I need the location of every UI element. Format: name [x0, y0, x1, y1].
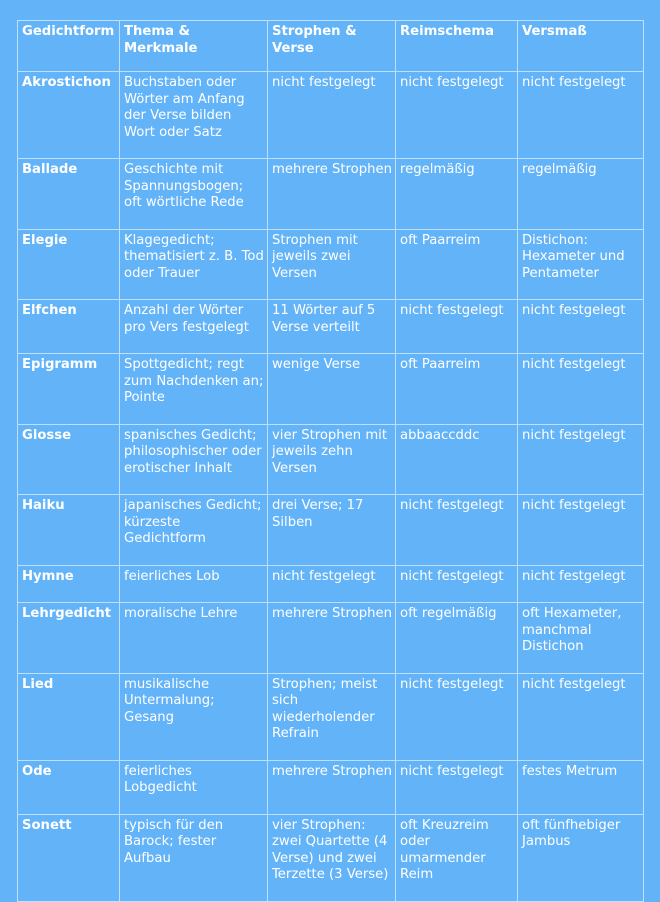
- cell-versmass: nicht festgelegt: [518, 565, 644, 603]
- cell-reimschema: nicht festgelegt: [396, 72, 518, 159]
- cell-versmass: regelmäßig: [518, 159, 644, 230]
- cell-thema-merkmale: feierliches Lob: [120, 565, 268, 603]
- table-header-row: [18, 21, 644, 72]
- cell-strophen-verse: drei Verse; 17 Silben: [268, 495, 396, 566]
- cell-gedichtform: Glosse: [18, 424, 120, 495]
- cell-reimschema: nicht festgelegt: [396, 495, 518, 566]
- cell-versmass: nicht festgelegt: [518, 495, 644, 566]
- cell-reimschema: regelmäßig: [396, 159, 518, 230]
- cell-strophen-verse: mehrere Strophen: [268, 760, 396, 814]
- cell-versmass: nicht festgelegt: [518, 354, 644, 425]
- cell-gedichtform: Haiku: [18, 495, 120, 566]
- table-row: [18, 673, 644, 760]
- cell-versmass: Distichon: Hexameter und Pentameter: [518, 229, 644, 300]
- cell-versmass: nicht festgelegt: [518, 300, 644, 354]
- cell-reimschema: oft regelmäßig: [396, 603, 518, 674]
- cell-versmass: oft Hexameter, manchmal Distichon: [518, 603, 644, 674]
- column-header-strophen-verse: Strophen & Verse: [268, 21, 396, 72]
- cell-reimschema: abbaaccddc: [396, 424, 518, 495]
- cell-thema-merkmale: musikalische Untermalung; Gesang: [120, 673, 268, 760]
- cell-thema-merkmale: Klagegedicht; thematisiert z. B. Tod oder Trauer: [120, 229, 268, 300]
- cell-reimschema: nicht festgelegt: [396, 760, 518, 814]
- cell-versmass: nicht festgelegt: [518, 424, 644, 495]
- cell-reimschema: nicht festgelegt: [396, 300, 518, 354]
- table-row: [18, 354, 644, 425]
- cell-thema-merkmale: moralische Lehre: [120, 603, 268, 674]
- cell-strophen-verse: nicht festgelegt: [268, 72, 396, 159]
- table-row: [18, 159, 644, 230]
- table-row: [18, 603, 644, 674]
- cell-gedichtform: Elegie: [18, 229, 120, 300]
- cell-thema-merkmale: spanisches Gedicht; philosophischer oder erotischer Inhalt: [120, 424, 268, 495]
- cell-thema-merkmale: Spottgedicht; regt zum Nachdenken an; Pointe: [120, 354, 268, 425]
- cell-gedichtform: Ballade: [18, 159, 120, 230]
- cell-gedichtform: Lehrgedicht: [18, 603, 120, 674]
- cell-versmass: nicht festgelegt: [518, 72, 644, 159]
- cell-strophen-verse: 11 Wörter auf 5 Verse verteilt: [268, 300, 396, 354]
- cell-reimschema: nicht festgelegt: [396, 565, 518, 603]
- cell-strophen-verse: vier Strophen: zwei Quartette (4 Verse) und zwei Terzette (3 Verse): [268, 814, 396, 901]
- cell-reimschema: nicht festgelegt: [396, 673, 518, 760]
- table-row: [18, 424, 644, 495]
- cell-thema-merkmale: Geschichte mit Spannungsbogen; oft wörtliche Rede: [120, 159, 268, 230]
- column-header-gedichtform: Gedichtform: [18, 21, 120, 72]
- cell-versmass: festes Metrum: [518, 760, 644, 814]
- cell-thema-merkmale: typisch für den Barock; fester Aufbau: [120, 814, 268, 901]
- cell-gedichtform: Lied: [18, 673, 120, 760]
- table-row: [18, 229, 644, 300]
- cell-thema-merkmale: Anzahl der Wörter pro Vers festgelegt: [120, 300, 268, 354]
- table-row: [18, 300, 644, 354]
- cell-strophen-verse: nicht festgelegt: [268, 565, 396, 603]
- cell-versmass: oft fünfhebiger Jambus: [518, 814, 644, 901]
- column-header-reimschema: Reimschema: [396, 21, 518, 72]
- cell-thema-merkmale: japanisches Gedicht; kürzeste Gedichtform: [120, 495, 268, 566]
- cell-reimschema: oft Paarreim: [396, 229, 518, 300]
- cell-strophen-verse: vier Strophen mit jeweils zehn Versen: [268, 424, 396, 495]
- cell-strophen-verse: mehrere Strophen: [268, 603, 396, 674]
- cell-reimschema: oft Kreuzreim oder umarmender Reim: [396, 814, 518, 901]
- cell-gedichtform: Hymne: [18, 565, 120, 603]
- table-row: [18, 760, 644, 814]
- column-header-versmass: Versmaß: [518, 21, 644, 72]
- table-row: [18, 72, 644, 159]
- table-row: [18, 565, 644, 603]
- cell-strophen-verse: Strophen mit jeweils zwei Versen: [268, 229, 396, 300]
- table-body: [18, 72, 644, 902]
- poem-forms-table-container: [17, 20, 643, 902]
- cell-gedichtform: Akrostichon: [18, 72, 120, 159]
- cell-gedichtform: Sonett: [18, 814, 120, 901]
- table-row: [18, 495, 644, 566]
- cell-versmass: nicht festgelegt: [518, 673, 644, 760]
- cell-thema-merkmale: feierliches Lobgedicht: [120, 760, 268, 814]
- poem-forms-table: [17, 20, 644, 902]
- cell-strophen-verse: mehrere Strophen: [268, 159, 396, 230]
- cell-reimschema: oft Paarreim: [396, 354, 518, 425]
- column-header-thema-merkmale: Thema & Merkmale: [120, 21, 268, 72]
- cell-gedichtform: Elfchen: [18, 300, 120, 354]
- cell-gedichtform: Ode: [18, 760, 120, 814]
- cell-strophen-verse: wenige Verse: [268, 354, 396, 425]
- table-row: [18, 814, 644, 901]
- cell-gedichtform: Epigramm: [18, 354, 120, 425]
- cell-strophen-verse: Strophen; meist sich wiederholender Refrain: [268, 673, 396, 760]
- cell-thema-merkmale: Buchstaben oder Wörter am Anfang der Verse bilden Wort oder Satz: [120, 72, 268, 159]
